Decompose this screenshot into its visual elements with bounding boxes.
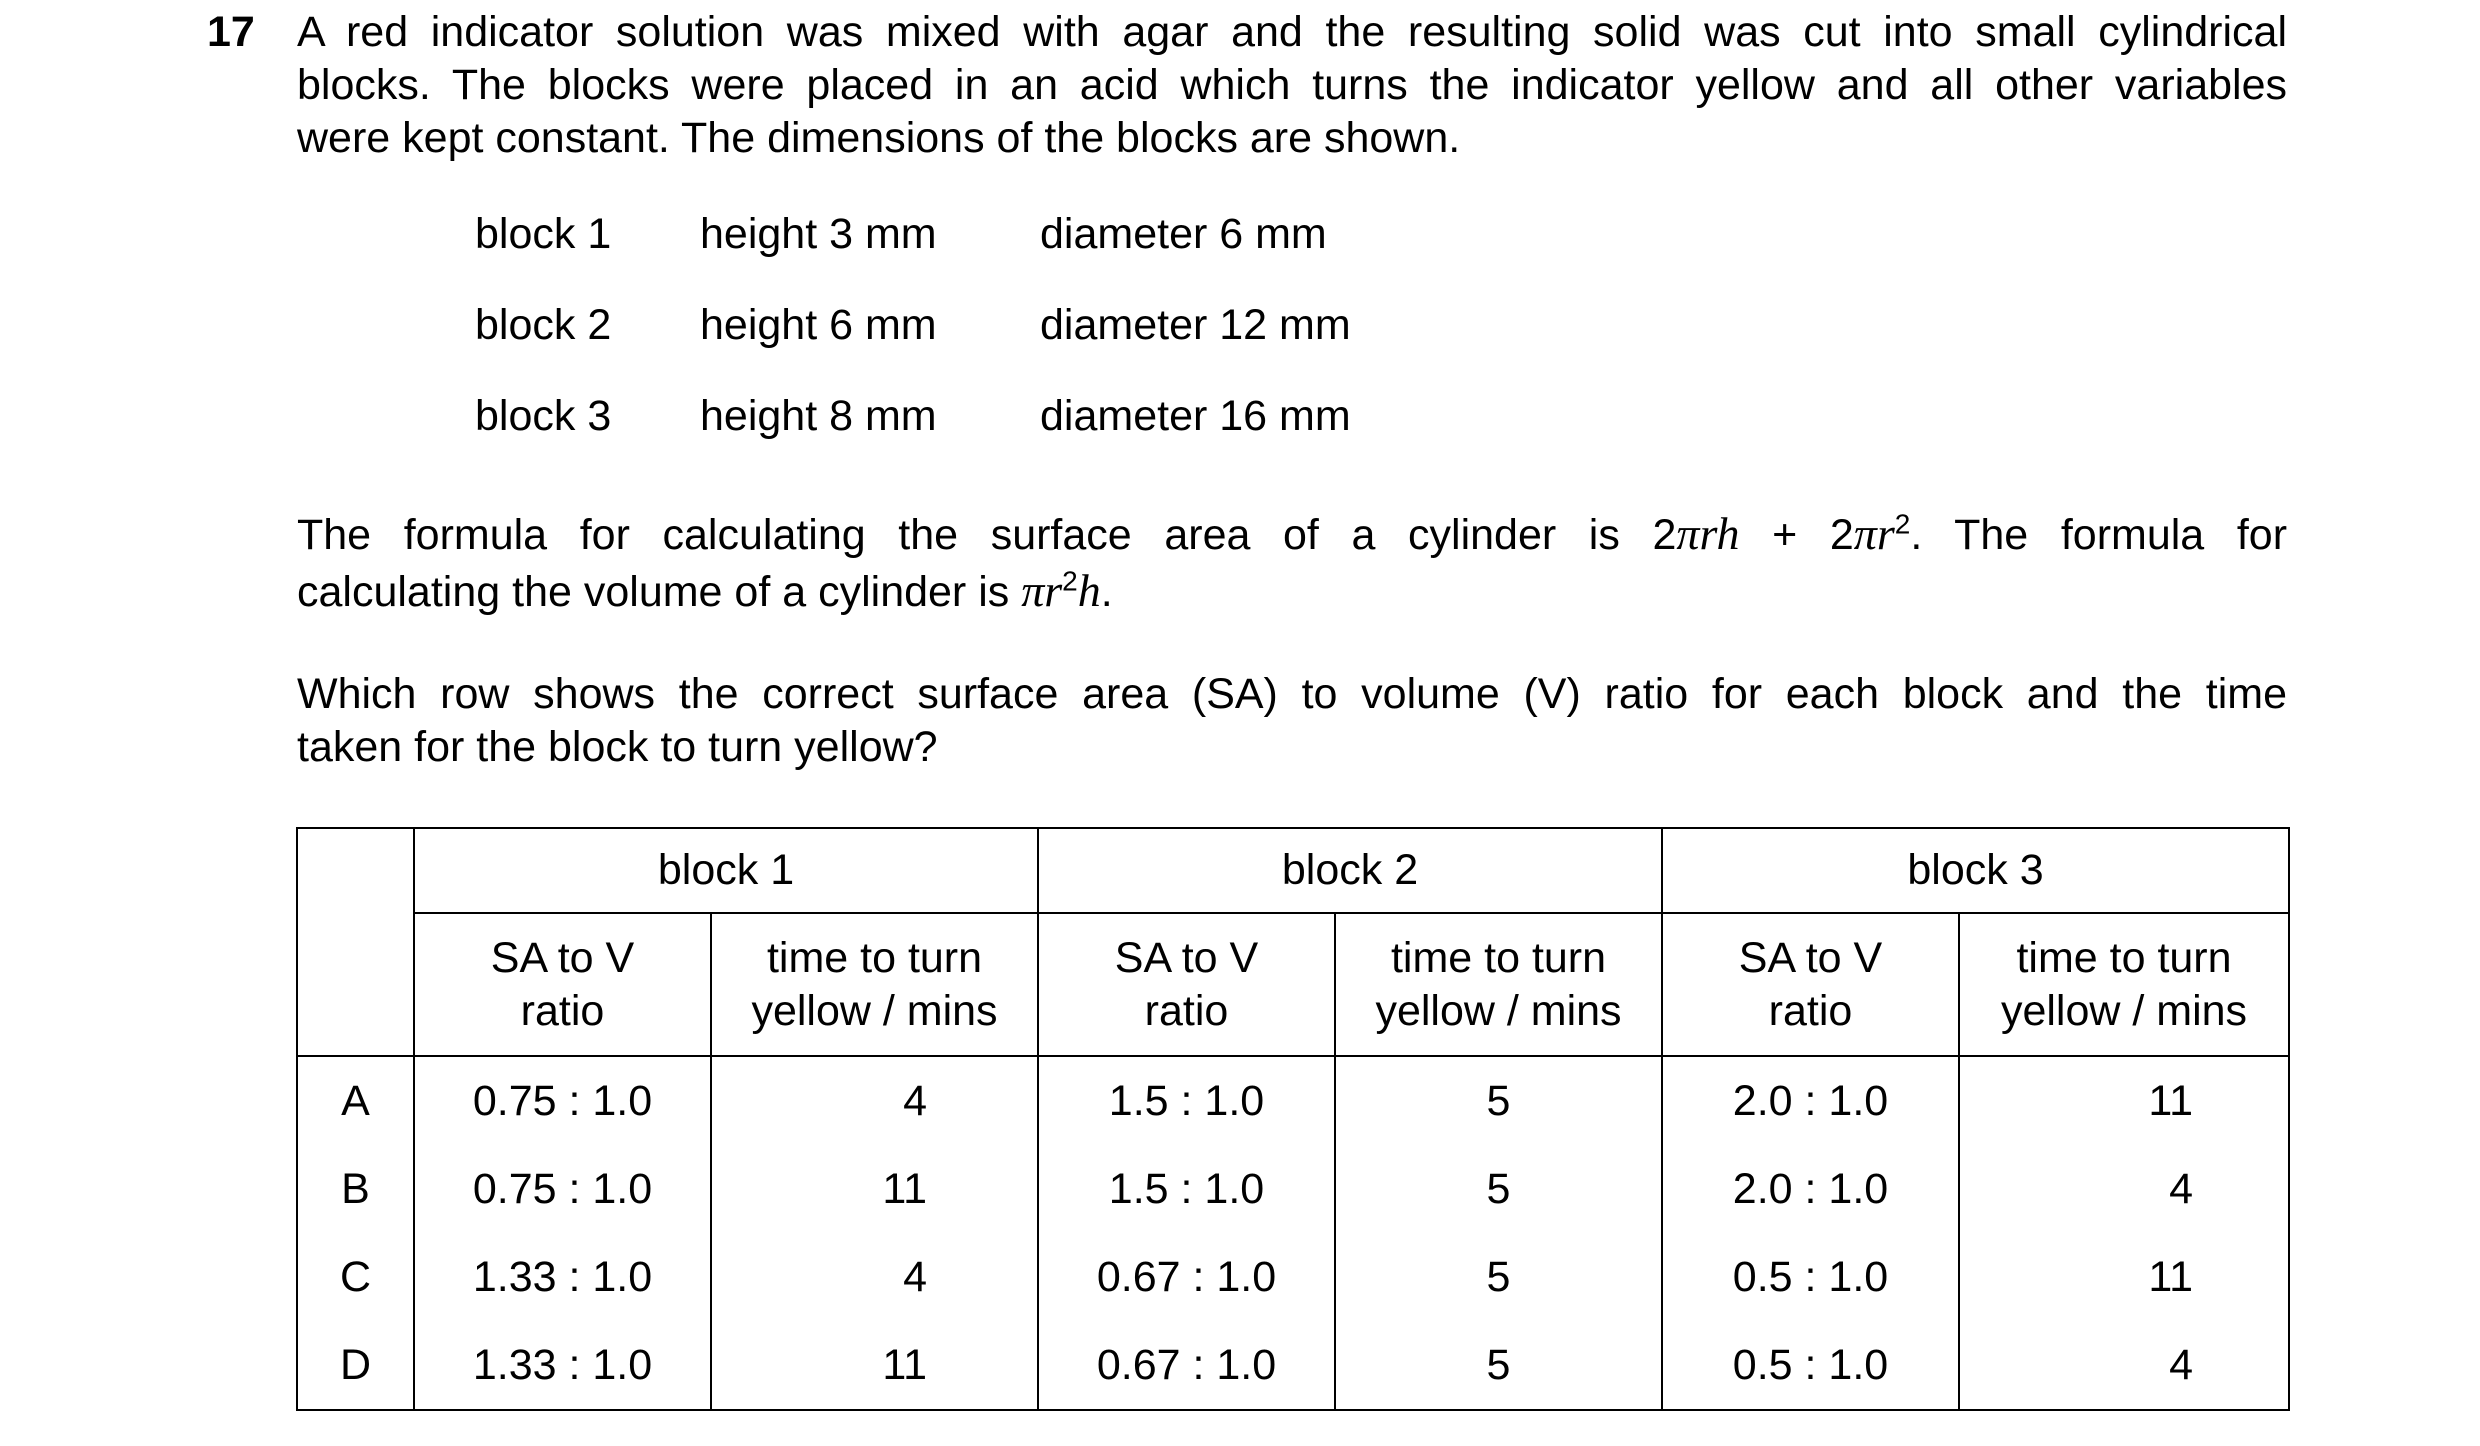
- ratio-header: SA to V ratio: [414, 913, 711, 1056]
- block-header: block 2: [1038, 828, 1662, 913]
- block-height: height 8 mm: [700, 392, 937, 440]
- block-diameter: diameter 16 mm: [1040, 392, 1351, 440]
- option-row-d[interactable]: [297, 1321, 2289, 1410]
- table-cell: 0.67 : 1.0: [1038, 1321, 1335, 1410]
- table-cell: 11: [711, 1145, 1038, 1233]
- formula-paragraph: [297, 506, 2287, 620]
- time-header: time to turn yellow / mins: [1335, 913, 1662, 1056]
- option-row-a[interactable]: [297, 1056, 2289, 1145]
- answer-options-table: [296, 827, 2290, 1411]
- table-cell: 0.5 : 1.0: [1662, 1321, 1959, 1410]
- time-header: time to turn yellow / mins: [1959, 913, 2289, 1056]
- block-name: block 3: [475, 392, 612, 440]
- block-header: block 3: [1662, 828, 2289, 913]
- time-header: time to turn yellow / mins: [711, 913, 1038, 1056]
- block-name: block 1: [475, 210, 612, 258]
- formula-line: calculating the volume of a cylinder is $\pi r^2h$.: [297, 565, 1113, 616]
- table-cell: 0.67 : 1.0: [1038, 1233, 1335, 1321]
- question-number: 17: [207, 8, 255, 56]
- intro-line: blocks. The blocks were placed in an acid which turns the indicator yellow and all other variables: [297, 61, 2287, 109]
- option-letter: A: [297, 1056, 414, 1145]
- option-row-b[interactable]: [297, 1145, 2289, 1233]
- table-cell: 0.5 : 1.0: [1662, 1233, 1959, 1321]
- block-height: height 3 mm: [700, 210, 937, 258]
- table-cell: 1.5 : 1.0: [1038, 1056, 1335, 1145]
- table-cell: 2.0 : 1.0: [1662, 1145, 1959, 1233]
- option-row-c[interactable]: [297, 1233, 2289, 1321]
- table-cell: 5: [1335, 1145, 1662, 1233]
- prompt-line: taken for the block to turn yellow?: [297, 723, 938, 771]
- ratio-header: SA to V ratio: [1662, 913, 1959, 1056]
- table-cell: 1.33 : 1.0: [414, 1321, 711, 1410]
- ratio-header: SA to V ratio: [1038, 913, 1335, 1056]
- corner-cell: [297, 828, 414, 1056]
- table-cell: 5: [1335, 1056, 1662, 1145]
- option-letter: B: [297, 1145, 414, 1233]
- table-cell: 11: [711, 1321, 1038, 1410]
- table-cell: 1.33 : 1.0: [414, 1233, 711, 1321]
- question-intro: [297, 6, 2287, 165]
- intro-line: A red indicator solution was mixed with agar and the resulting solid was cut into small cylindrical: [297, 8, 2287, 56]
- table-cell: 5: [1335, 1233, 1662, 1321]
- option-letter: C: [297, 1233, 414, 1321]
- prompt-line: Which row shows the correct surface area (SA) to volume (V) ratio for each block and the time: [297, 670, 2287, 718]
- table-cell: 0.75 : 1.0: [414, 1056, 711, 1145]
- table-cell: 4: [711, 1056, 1038, 1145]
- intro-line: were kept constant. The dimensions of the blocks are shown.: [297, 114, 1461, 162]
- formula-line: The formula for calculating the surface area of a cylinder is $2\pi rh + 2\pi r^2$. The formula for: [297, 508, 2288, 559]
- block-height: height 6 mm: [700, 301, 937, 349]
- table-cell: 1.5 : 1.0: [1038, 1145, 1335, 1233]
- table-cell: 4: [1959, 1145, 2289, 1233]
- block-diameter: diameter 6 mm: [1040, 210, 1327, 258]
- table-cell: 11: [1959, 1056, 2289, 1145]
- table-cell: 0.75 : 1.0: [414, 1145, 711, 1233]
- block-diameter: diameter 12 mm: [1040, 301, 1351, 349]
- table-cell: 5: [1335, 1321, 1662, 1410]
- table-cell: 4: [711, 1233, 1038, 1321]
- table-cell: 4: [1959, 1321, 2289, 1410]
- table-cell: 11: [1959, 1233, 2289, 1321]
- table-cell: 2.0 : 1.0: [1662, 1056, 1959, 1145]
- option-letter: D: [297, 1321, 414, 1410]
- question-prompt: [297, 668, 2287, 774]
- block-name: block 2: [475, 301, 612, 349]
- block-header: block 1: [414, 828, 1038, 913]
